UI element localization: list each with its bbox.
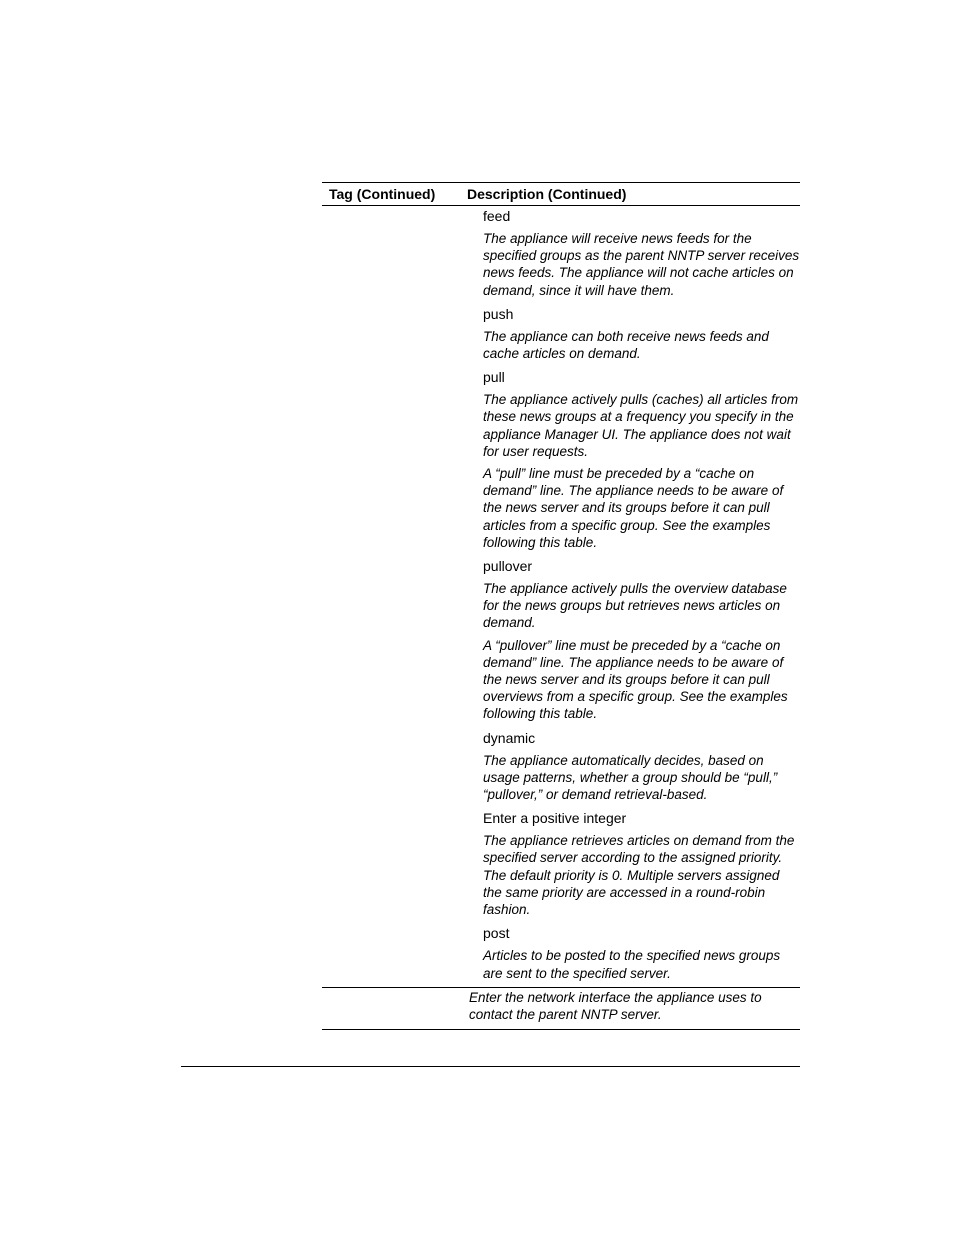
option-description: The appliance retrieves articles on demand from the specified server according to the assigned priority. The default priority is 0. Multiple servers assigned the same priority are accessed in a round-robin fashion. [483, 833, 795, 918]
option-dynamic [483, 730, 800, 804]
option-post [483, 925, 800, 981]
option-description: The appliance can both receive news feeds and cache articles on demand. [483, 328, 769, 362]
option-pullover [483, 558, 800, 723]
option-description: The appliance will receive news feeds for the specified groups as the parent NNTP server receives news feeds. The appliance will not cache articles on demand, since it will have them. [483, 231, 800, 298]
option-push [483, 306, 800, 362]
tag-column-header: Tag (Continued) [329, 186, 436, 202]
option-name: post [483, 925, 510, 942]
options-table [322, 182, 800, 1030]
options-cell [322, 206, 800, 987]
option-note: A “pullover” line must be preceded by a “cache on demand” line. The appliance needs to be aware of the news server and its groups before it can pull overviews from a specific group. See the examples following this table. [483, 637, 788, 722]
option-description: Articles to be posted to the specified news groups are sent to the specified server. [483, 948, 781, 981]
option-name: feed [483, 208, 511, 224]
option-priority [483, 810, 800, 918]
interface-row-description: Enter the network interface the appliance uses to contact the parent NNTP server. [469, 989, 762, 1022]
description-column-header: Description (Continued) [467, 186, 627, 202]
option-name: Enter a positive integer [483, 810, 627, 827]
option-name: pullover [483, 558, 533, 575]
table-bottom-rule [322, 1029, 800, 1030]
option-description: The appliance actively pulls the overview database for the news groups but retrieves news articles on demand. [483, 581, 787, 631]
option-description: The appliance actively pulls (caches) all articles from these news groups at a frequency you specify in the appliance Manager UI. The appliance does not wait for user requests. [483, 392, 799, 459]
option-feed [483, 208, 800, 299]
option-name: pull [483, 369, 505, 386]
option-description: The appliance automatically decides, based on usage patterns, whether a group should be “pull,” “pullover,” or demand retrieval-based. [483, 752, 778, 803]
option-note: A “pull” line must be preceded by a “cache on demand” line. The appliance needs to be aware of the news server and its groups before it can pull articles from a specific group. See the examples following this table. [483, 466, 784, 550]
table-header-row [322, 183, 800, 205]
option-pull [483, 369, 800, 551]
option-name: push [483, 305, 514, 322]
option-name: dynamic [483, 729, 536, 746]
page-footer-rule [181, 1066, 800, 1067]
